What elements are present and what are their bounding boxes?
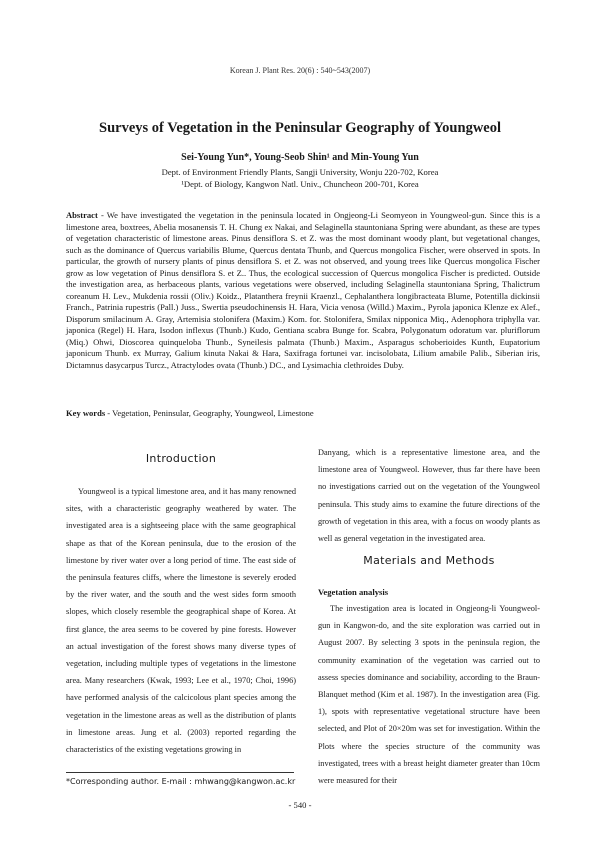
corresponding-author-footnote: *Corresponding author. E-mail : mhwang@kangwon.ac.kr [66,777,296,786]
abstract-text: - We have investigated the vegetation in the peninsula located in Ongjeong-Li Seomyeon in Youngweol-gun. Since this is a limestone area, boxtrees, Abelia mosanensis T. H. Chung ex Nakai, and Selaginella stauntoniana Spring were abundant, as these are types of vegetation characteristic of limestone areas. Pinus densiflora S. et Z. was the most dominant woody plant, but vegetational changes, such as the dominance of Quercus variabilis Blume, Quercus dentata Thunb, and Quercus mongolica Fischer, were observed in spots. In particular, the growth of nursery plants of pinus densiflora S. et Z. was not observed, and young trees like Quercus mongolica Fischer grow as low vegetation of Pinus densiflora S. et Z.. Thus, the ecological succession of Quercus mongolica Fischer is predicted. Outside the investigation area, as herbaceous plants, various vegetations were observed, including Selaginella stauntoniana Spring, Thalictrum coreanum H. Lev., Mukdenia rossii (Oliv.) Koidz., Platanthera freynii Kraenzl., Cephalanthera longibracteata Blume, Potentilla dickinsii Franch., Patrinia rupestris (Pall.) Juss., Swertia pseudochinensis H. Hara, Vicia venosa (Willd.) Maxim., Pyrola japonica Klenze ex Alef., Disporum smilacinum A. Gray, Artemisia stolonifera (Maxim.) Kom. for. Stolonifera, Smilax nipponica Miq., Adenophora triphylla var. japonica (Regel) H. Hara, Isodon inflexus (Thunb.) Kudo, Gentiana scabra Bunge for. Scabra, Polygonatum odoratum var. pluriflorum (Miq.) Ohwi, Dioscorea quinqueloba Thunb., Syneilesis palmata (Thunb.) Maxim., Asparagus schoberioides Kunth, Eupatorium japonicum Thunb. ex Murray, Galium kinuta Nakai & Hara, Saxifraga fortunei var. incisolobata, Lilium amabile Palib., Siberian iris, Dictamnus dasycarpus Turcz., Atractylodes ovata (Thunb.) DC., and Lysimachia clethroides Duby. [66,210,540,370]
footnote-divider [66,772,294,773]
journal-reference: Korean J. Plant Res. 20(6) : 540~543(2007) [229,66,371,75]
introduction-heading: Introduction [145,452,217,465]
keywords-block [66,408,540,420]
paper-title: Surveys of Vegetation in the Peninsular Geography of Youngweol [99,120,501,136]
affiliation-2: ¹Dept. of Biology, Kangwon Natl. Univ., Chuncheon 200-701, Korea [181,179,419,189]
author-list: Sei-Young Yun*, Young-Seob Shin¹ and Min-Young Yun [181,152,419,163]
page-number: - 540 - [288,800,312,810]
abstract-block [66,210,540,371]
methods-heading: Materials and Methods [363,554,495,567]
keywords-text: - Vegetation, Peninsular, Geography, Youngweol, Limestone [105,408,314,418]
methods-text: The investigation area is located in Ongjeong-li Youngweol-gun in Kangwon-do, and the site exploration was carried out in August 2007. By selecting 3 spots in the peninsula region, the community examination of the vegetation was carried out to assess species dominance and sociability, according to the Braun-Blanquet method (Kim et al. 1987). In the investigation area (Fig. 1), spots with representative vegetational structure have been selected, and Plot of 20×20m was set for investigation. Within the Plots where the species structure of the community was investigated, trees with a breast height diameter greater than 10cm were measured for their [318,604,540,786]
keywords-label: Key words [66,408,106,418]
abstract-label: Abstract [66,210,98,220]
vegetation-analysis-subheading: Vegetation analysis [318,587,389,597]
affiliation-1: Dept. of Environment Friendly Plants, Sangji University, Wonju 220-702, Korea [161,167,439,177]
introduction-continued-text: Danyang, which is a representative limestone area, and the limestone area of Youngweol. However, thus far there have been no investigations carried out on the vegetation of the Youngweol peninsula. This study aims to examine the future directions of the growth of vegetation in this area, with a focus on woody plants as well as general vegetation in the investigated area. [318,448,540,544]
introduction-text: Youngweol is a typical limestone area, and it has many renowned sites, with a characteristic geography weathered by water. The investigated area is a sightseeing place with the same geographical shape as that of the Korean peninsula, due to the erosion of the limestone by river water over a long period of time. The east side of the peninsula features cliffs, where the limestone is severely eroded by the river water, and the south and the west sides form smooth slopes, which closely resemble the geographical shape of Korea. At first glance, the area seems to be covered by pine forests. However an actual investigation of the forest shows many diverse types of vegetation, including multiple types of vegetations in the limestone area. Many researchers (Kwak, 1993; Lee et al., 1970; Choi, 1996) have performed analysis of the calcicolous plant species among the vegetation in the limestone areas as well as the distribution of plants in limestone areas. Jung et al. (2003) reported regarding the characteristics of the existing vegetations growing in [66,487,296,755]
